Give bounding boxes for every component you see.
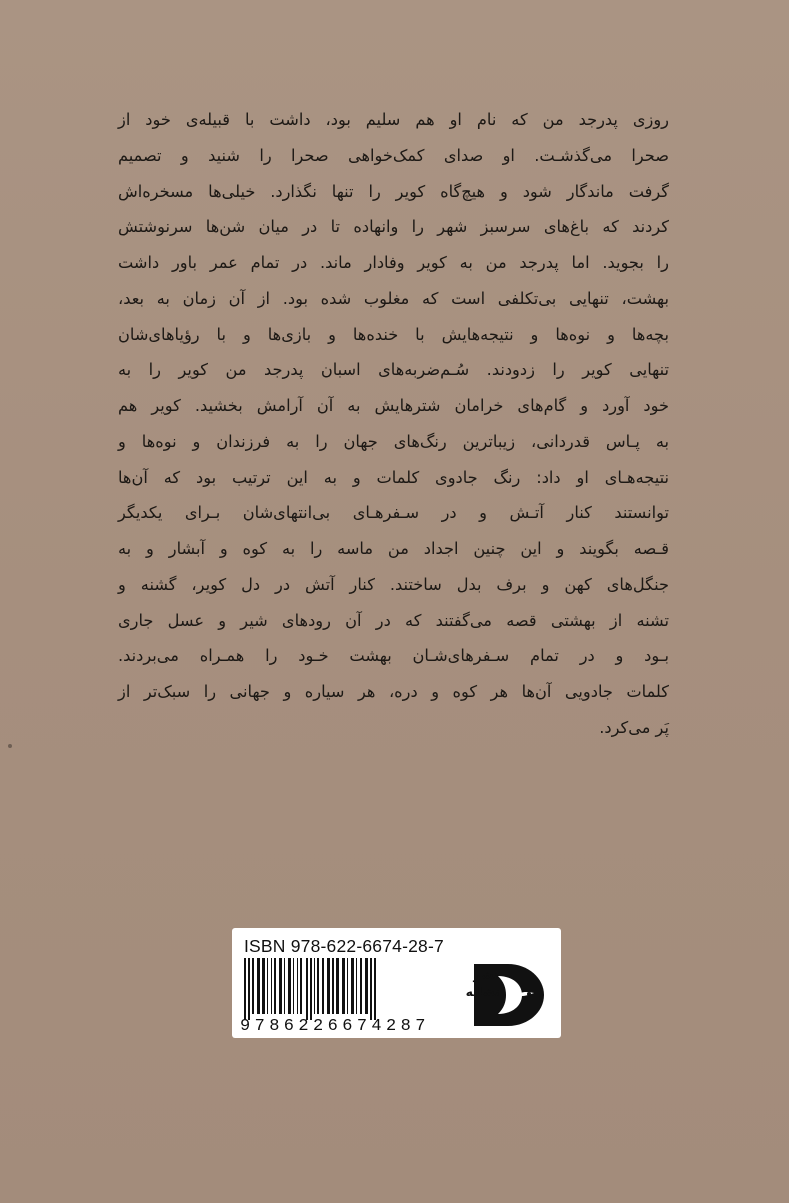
barcode-bar — [300, 958, 302, 1014]
publisher-name-line: نشانه — [465, 984, 500, 999]
blurb-line: به پـاس قدردانی، زیباترین رنگ‌های جهان را به فرزندان و نوه‌ها و — [118, 431, 669, 451]
barcode-bar — [347, 958, 348, 1014]
barcode-bar — [271, 958, 272, 1014]
barcode-bar — [356, 958, 357, 1014]
blurb-line: قـصه بگویند و این چنین اجداد من ماسه را به کوه و آبشار و به — [118, 539, 669, 558]
publisher-name — [465, 966, 500, 1000]
blurb-line: کلمات جادویی آن‌ها هر کوه و دره، هر سیاره و جهانی را سبک‌تر از — [118, 682, 669, 701]
barcode-bar — [314, 958, 315, 1014]
print-dot — [8, 744, 12, 748]
barcode-bar — [284, 958, 285, 1014]
barcode-bar — [257, 958, 260, 1014]
blurb-line: توانستند کنار آتـش و در سـفرهـای بی‌انتهای‌شان بـرای یکدیگر — [118, 503, 669, 523]
isbn-text: ISBN 978-622-6674-28-7 — [244, 936, 444, 956]
barcode-bar — [317, 958, 319, 1014]
barcode-bar — [342, 958, 345, 1014]
blurb-line: نتیجه‌هـای او داد: رنگ جادوی کلمات و به این ترتیب بود که آن‌ها — [118, 467, 669, 487]
barcode-icon — [242, 958, 456, 1020]
barcode-bar — [297, 958, 298, 1014]
blurb-line: کردند که باغ‌های سرسبز شهر را وانهاده تا در میان شن‌ها سرنوشتش — [118, 217, 669, 237]
blurb-line: گرفت ماندگار شود و هیچ‌گاه کویر را تنها نگذارد. خیلی‌ها مسخره‌اش — [118, 181, 669, 201]
barcode-bar — [310, 958, 312, 1020]
barcode-bar — [293, 958, 294, 1014]
blurb-line: بـود و در تمام سـفرهای‌شـان بهشت خـود را همـراه می‌بردند. — [118, 646, 669, 666]
barcode-bar — [267, 958, 268, 1014]
barcode-bar — [374, 958, 376, 1020]
blurb-line: تشنه از بهشتی قصه می‌گفتند که در آن رودهای شیر و عسل جاری — [118, 610, 669, 630]
barcode-bar — [370, 958, 372, 1020]
isbn-label — [232, 928, 561, 1038]
barcode-bar — [248, 958, 250, 1020]
blurb-line: پَر می‌کرد. — [599, 717, 669, 737]
publisher-name-line: نشر — [473, 967, 499, 982]
barcode-bar — [306, 958, 308, 1020]
barcode-bar — [262, 958, 265, 1014]
blurb-line: بهشت، تنهایی بی‌تکلفی است که مغلوب شده بود. از آن زمان به بعد، — [118, 288, 669, 308]
blurb-line: صحرا می‌گذشـت. او صدای کمک‌خواهی صحرا را شنید و تصمیم — [118, 145, 669, 165]
blurb-line: بچه‌ها و نوه‌ها و نتیجه‌هایش با خنده‌ها و بازی‌ها و با رؤیاهای‌شان — [118, 324, 669, 344]
barcode-bar — [274, 958, 276, 1014]
barcode-bar — [351, 958, 354, 1014]
blurb-line: خود آورد و گام‌های خرامان شترهایش به آن آرامش بخشید. کویر هم — [118, 396, 669, 415]
barcode-bar — [365, 958, 368, 1014]
barcode-bar — [360, 958, 362, 1014]
blurb-line: تنهایی کویر را زدودند. سُـم‌ضربه‌های اسبان پدرجد من کویر را به — [118, 360, 669, 380]
barcode-digits: 9786226674287 — [240, 1017, 430, 1036]
barcode-bar — [336, 958, 339, 1014]
barcode-bar — [279, 958, 282, 1014]
barcode-bar — [332, 958, 334, 1014]
barcode-bar — [244, 958, 246, 1020]
blurb-line: روزی پدرجد من که نام او هم سلیم بود، داشت با قبیله‌ی خود از — [118, 110, 669, 129]
barcode-bar — [252, 958, 254, 1014]
barcode-bar — [288, 958, 291, 1014]
blurb-line: جنگل‌های کهن و برف بدل ساختند. کنار آتش در دل کویر، گشنه و — [118, 574, 669, 594]
barcode-bar — [327, 958, 330, 1014]
barcode-bar — [322, 958, 324, 1014]
blurb-line: را بجوید. اما پدرجد من به کویر وفادار ماند. در تمام عمر باور داشت — [118, 253, 669, 272]
back-cover-blurb — [118, 102, 669, 746]
